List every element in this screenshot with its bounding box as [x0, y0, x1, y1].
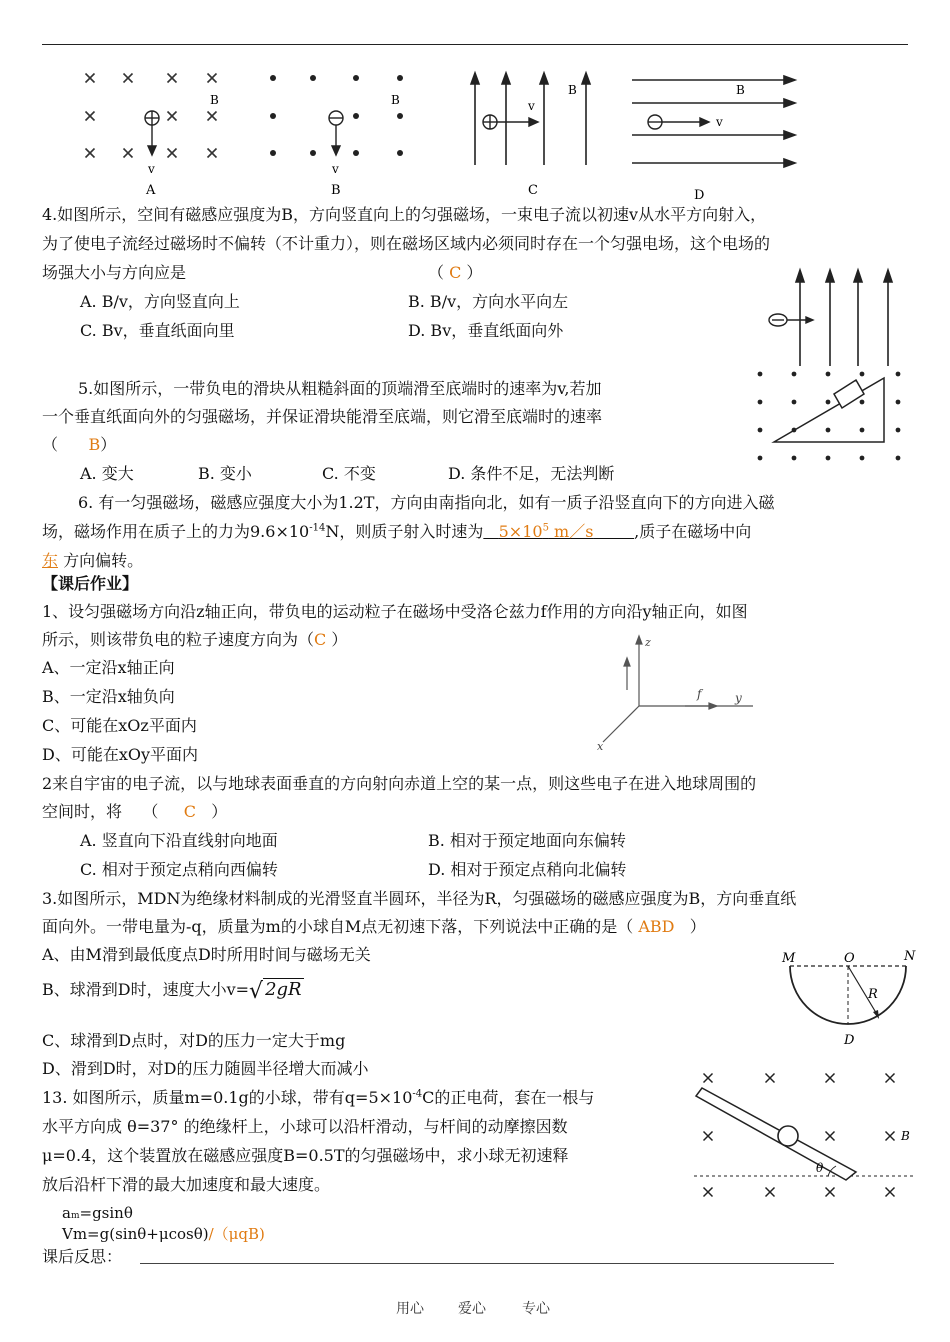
- field-dot: [397, 113, 403, 119]
- panel-a-label: A: [146, 183, 156, 198]
- hw1-axes-figure: [575, 630, 765, 755]
- q4-line3: [42, 262, 186, 284]
- q5-answer: B: [88, 435, 101, 454]
- panel-c-label: C: [528, 183, 538, 198]
- field-dot: [896, 428, 901, 433]
- field-dot: [758, 372, 763, 377]
- hw3-label-m: M: [782, 951, 796, 966]
- hw13-ans1-a: a: [62, 1204, 71, 1222]
- field-dot: [310, 150, 316, 156]
- panel-b-label: B: [331, 183, 341, 198]
- q5-line1: 5.如图所示，一带负电的滑块从粗糙斜面的顶端滑至底端时的速率为v,若加: [78, 379, 602, 398]
- field-dot: [310, 75, 316, 81]
- figure-magnetic-fields: [60, 60, 880, 205]
- field-dot: [826, 456, 831, 461]
- q5-line2: 一个垂直纸面向外的匀强磁场，并保证滑块能滑至底端，则它滑至底端时的速率: [42, 407, 603, 426]
- field-dot: [758, 400, 763, 405]
- panel-a-b-label: B: [210, 93, 219, 107]
- field-dot: [896, 400, 901, 405]
- hw3-label-n: N: [904, 949, 916, 964]
- q4-stem-end: 场强大小与方向应是: [42, 263, 187, 282]
- field-dot: [792, 456, 797, 461]
- panel-a-v-label: v: [148, 162, 155, 176]
- hw2-line2: 空间时，将 （ C ）: [42, 802, 228, 821]
- q5-option-a: A. 变大: [80, 464, 134, 483]
- q4-answer-bracket: （ C ）: [428, 263, 483, 282]
- hw13-line3: μ=0.4，这个装置放在磁感应强度B=0.5T的匀强磁场中，求小球无初速释: [42, 1146, 569, 1165]
- q6-blank-1: [483, 522, 634, 541]
- panel-b-particle: [329, 111, 343, 155]
- hw3-line1: 3.如图所示，MDN为绝缘材料制成的光滑竖直半圆环，半径为R，匀强磁场的磁感应强度为B，方向垂直纸: [42, 889, 797, 908]
- hw13-line2: 水平方向成 θ=37° 的绝缘杆上，小球可以沿杆滑动，与杆间的动摩擦因数: [42, 1117, 568, 1136]
- q4-option-d: D. Bv，垂直纸面向外: [408, 321, 564, 340]
- q6-answer-2: 东: [42, 551, 59, 570]
- field-dot: [270, 113, 276, 119]
- top-rule: [42, 44, 908, 45]
- hw13-line4: 放后沿杆下滑的最大加速度和最大速度。: [42, 1175, 331, 1194]
- q5-option-b: B. 变小: [198, 464, 252, 483]
- hw1-option-a: A、一定沿x轴正向: [42, 658, 175, 677]
- hw13-ans2-b: /（μqB): [208, 1225, 265, 1243]
- panel-c-particle: [483, 115, 538, 129]
- q5-option-d: D. 条件不足，无法判断: [448, 464, 615, 483]
- hw2-option-b: B. 相对于预定地面向东偏转: [428, 831, 626, 850]
- q6-text-b: N，则质子射入时速为: [325, 522, 484, 541]
- hw13-label-theta: θ: [816, 1161, 824, 1175]
- hw3-option-d: D、滑到D时，对D的压力随圆半径增大而减小: [42, 1059, 369, 1078]
- q6-answer-1: 5×10: [498, 522, 543, 541]
- hw1-axis-y: y: [735, 691, 742, 705]
- hw13-line1: [42, 1087, 594, 1109]
- footer-3: 专心: [522, 1301, 550, 1317]
- panel-a-particle: [145, 111, 159, 155]
- hw3-option-a: A、由M滑到最低度点D时所用时间与磁场无关: [42, 945, 371, 964]
- q4-option-b: B. B/v，方向水平向左: [408, 292, 569, 311]
- q6-text-c: ,质子在磁场中向: [634, 522, 752, 541]
- hw1-stem-end: 所示，则该带负电的粒子速度方向为（: [42, 630, 315, 649]
- field-dot: [353, 75, 359, 81]
- hw1-axis-x: x: [597, 740, 604, 753]
- q6-line2: [42, 521, 751, 543]
- hw1-option-d: D、可能在xOy平面内: [42, 745, 199, 764]
- field-dot: [896, 456, 901, 461]
- hw1-answer: C: [314, 630, 327, 649]
- hw13-ans1-sub: m: [70, 1211, 80, 1221]
- panel-d-b-label: B: [736, 83, 745, 97]
- q6-line1: 6. 有一匀强磁场，磁感应强度大小为1.2T，方向由南指向北，如有一质子沿竖直向下的方向进入磁: [78, 493, 775, 512]
- hw1-option-c: C、可能在xOz平面内: [42, 716, 197, 735]
- footer-1: 用心: [396, 1301, 424, 1317]
- hw13-answer-2: [62, 1223, 265, 1245]
- hw3-sqrt-arg: 2gR: [265, 979, 302, 1000]
- hw2-line1: 2来自宇宙的电子流，以与地球表面垂直的方向射向赤道上空的某一点，则这些电子在进入地球周围的: [42, 774, 757, 793]
- q6-text-d: 方向偏转。: [63, 551, 144, 570]
- hw13-text-b: C的正电荷，套在一根与: [422, 1088, 595, 1107]
- field-dot: [896, 372, 901, 377]
- q6-text-a: 场，磁场作用在质子上的力为9.6×10: [42, 522, 310, 541]
- q5-option-c: C. 不变: [322, 464, 376, 483]
- q4-line1: 4.如图所示，空间有磁感应强度为B，方向竖直向上的匀强磁场，一束电子流以初速v从水平方向射入，: [42, 205, 767, 224]
- q5-figure: [748, 364, 908, 464]
- hw13-rod-figure: [690, 1068, 920, 1208]
- field-dot: [397, 150, 403, 156]
- hw3-label-o: O: [844, 951, 855, 966]
- hw13-field-crosses: [704, 1074, 895, 1197]
- hw2-option-c: C. 相对于预定点稍向西偏转: [80, 860, 278, 879]
- field-dot: [270, 75, 276, 81]
- homework-title: 【课后作业】: [42, 574, 139, 593]
- panel-a-crosses: [86, 74, 217, 158]
- q4-figure: [760, 262, 900, 372]
- field-dot: [826, 372, 831, 377]
- field-dot: [826, 428, 831, 433]
- hw1-option-b: B、一定沿x轴负向: [42, 687, 175, 706]
- hw13-ans1-b: =gsinθ: [79, 1204, 133, 1222]
- hw1-line2: 所示，则该带负电的粒子速度方向为（C ）: [42, 630, 348, 649]
- q6-exp: -14: [309, 522, 326, 534]
- hw3-semicircle-figure: [778, 946, 918, 1056]
- field-dot: [270, 150, 276, 156]
- hw3-option-b: [42, 978, 304, 1004]
- field-dot: [758, 428, 763, 433]
- hw13-label-b: B: [901, 1129, 910, 1143]
- field-dot: [397, 75, 403, 81]
- field-dot: [792, 400, 797, 405]
- panel-d-v-label: v: [716, 115, 723, 129]
- panel-c-b-label: B: [568, 83, 577, 97]
- field-dot: [860, 400, 865, 405]
- hw3-sqrt-sign: √: [249, 979, 264, 1004]
- hw3-line2: 面向外。一带电量为-q，质量为m的小球自M点无初速下落，下列说法中正确的是（ ABD ）: [42, 917, 706, 936]
- panel-d-label: D: [694, 188, 705, 203]
- field-dot: [353, 150, 359, 156]
- field-dot: [353, 113, 359, 119]
- field-dot: [758, 456, 763, 461]
- field-dot: [792, 372, 797, 377]
- hw1-line1: 1、设匀强磁场方向沿z轴正向，带负电的运动粒子在磁场中受洛仑兹力f作用的方向沿y轴正向，如图: [42, 602, 748, 621]
- q4-option-a: A. B/v，方向竖直向上: [80, 292, 240, 311]
- hw3-label-r: R: [868, 987, 878, 1002]
- hw2-option-a: A. 竖直向下沿直线射向地面: [80, 831, 278, 850]
- reflection-line: [140, 1263, 834, 1264]
- hw1-force-f: f: [697, 687, 702, 701]
- hw3-option-b-text: B、球滑到D时，速度大小v=: [42, 980, 250, 999]
- q4-answer: C: [449, 263, 462, 282]
- hw3-label-d: D: [844, 1033, 855, 1048]
- q6-line3: [42, 550, 143, 572]
- panel-b-b-label: B: [391, 93, 400, 107]
- field-dot: [826, 400, 831, 405]
- hw13-exp: -4: [412, 1088, 423, 1100]
- q4-option-c: C. Bv，垂直纸面向里: [80, 321, 235, 340]
- field-dot: [860, 428, 865, 433]
- q6-answer-1-unit: m／s: [548, 522, 594, 541]
- hw2-answer: C: [183, 802, 197, 821]
- q5-answer-bracket: （ B）: [42, 435, 117, 454]
- hw1-axis-z: z: [645, 636, 651, 649]
- hw2-option-d: D. 相对于预定点稍向北偏转: [428, 860, 627, 879]
- field-dot: [860, 372, 865, 377]
- hw13-text-a: 13. 如图所示，质量m=0.1g的小球，带有q=5×10: [42, 1088, 413, 1107]
- footer-2: 爱心: [458, 1301, 486, 1317]
- hw3-stem-end: 面向外。一带电量为-q，质量为m的小球自M点无初速下落，下列说法中正确的是（: [42, 917, 634, 936]
- reflection-label: 课后反思：: [42, 1247, 123, 1266]
- q4-line2: 为了使电子流经过磁场时不偏转（不计重力），则在磁场区域内必须同时存在一个匀强电场，这个电场的: [42, 234, 771, 253]
- q5-field-dots: [758, 372, 901, 461]
- hw3-answer: ABD: [638, 917, 675, 936]
- panel-d-particle: [648, 115, 709, 129]
- hw13-ans2-a: Vm=g(sinθ+μcosθ): [62, 1225, 209, 1243]
- field-dot: [860, 456, 865, 461]
- hw3-option-c: C、球滑到D点时，对D的压力一定大于mg: [42, 1031, 346, 1050]
- hw2-stem-end: 空间时，将: [42, 802, 123, 821]
- q6-answer-1-exp: 5: [542, 522, 549, 534]
- panel-b-v-label: v: [332, 162, 339, 176]
- panel-c-v-label: v: [528, 99, 535, 113]
